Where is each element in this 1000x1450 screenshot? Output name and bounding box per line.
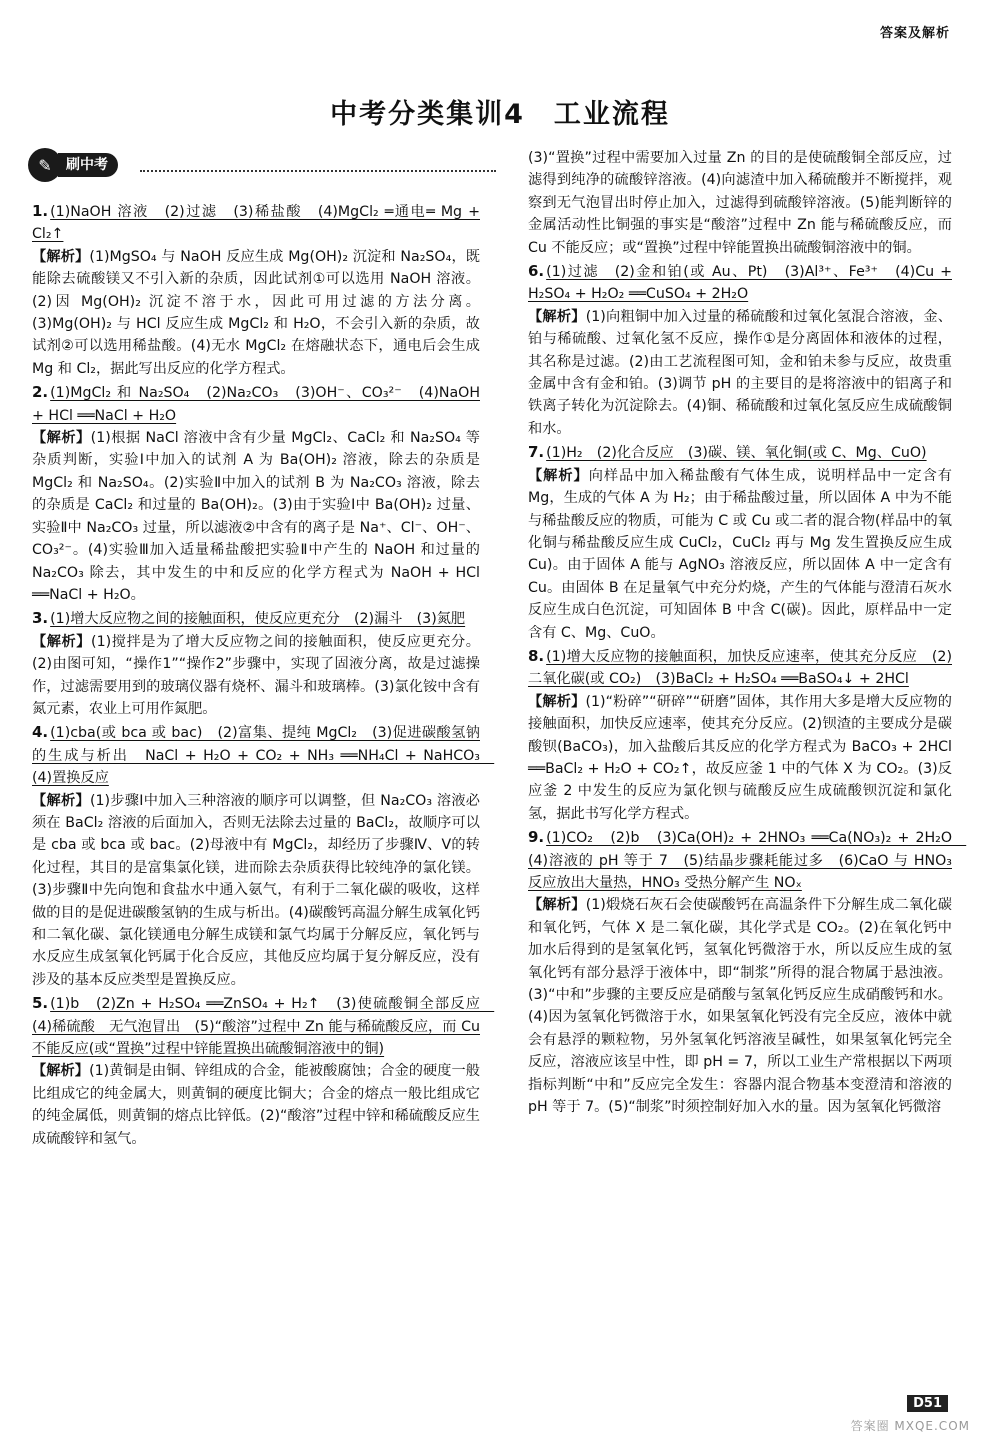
header-section-label: 答案及解析: [879, 26, 950, 41]
item-number: 5.: [32, 994, 49, 1013]
explanation-label: 【解析】: [32, 430, 91, 447]
item-explanation: (1)向粗铜中加入过量的稀硫酸和过氧化氢混合溶液，金、铂与稀硫酸、过氧化氢不反应，操作①是分离固体和液体的过程，其名称是过滤。(2)由工艺流程图可知，金和铂未参与反应，故贵重金属中含有金和铂。(3)调节 pH 的主要目的是将溶液中的铝离子和铁离子转化为沉淀除去。(4)铜、稀硫酸和过氧化氢反应生成硫酸铜和水。: [528, 308, 952, 437]
explanation-label: 【解析】: [32, 792, 90, 809]
badge-label: 刷中考: [58, 153, 118, 177]
explanation-label: 【解析】: [528, 308, 586, 325]
item-answer: (1)增大反应物的接触面积，加快反应速率，使其充分反应 (2)二氧化碳(或 CO₂) (3)BaCl₂ + H₂SO₄ ══BaSO₄↓ + 2HCl: [528, 648, 952, 688]
answer-item-6: [528, 260, 952, 440]
item-number: 4.: [32, 723, 49, 742]
item-number: 6.: [528, 262, 545, 281]
item-explanation: 向样品中加入稀盐酸有气体生成，说明样品中一定含有 Mg，生成的气体 A 为 H₂；由于稀盐酸过量，所以固体 A 中为不能与稀盐酸反应的物质，可能为 C 或 Cu 或二者的混合物(样品中的氧化铜与稀盐酸反应生成 CuCl₂，CuCl₂ 再与 Mg 发生置换反应生成 Cu)。由于固体 A 能与 AgNO₃ 溶液反应，所以固体 A 中一定含有 Cu。由固体 B 在足量氧气中充分灼烧，产生的气体能与澄清石灰水反应生成白色沉淀，可知固体 B 中含 C(碳)。因此，原样品中一定含有 C、Mg、CuO。: [528, 467, 952, 641]
item-answer: (1)过滤 (2)金和铂(或 Au、Pt) (3)Al³⁺、Fe³⁺ (4)Cu + H₂SO₄ + H₂O₂ ══CuSO₄ + 2H₂O: [528, 264, 952, 303]
answer-item-4: [32, 721, 495, 991]
item-answer: (1)CO₂ (2)b (3)Ca(OH)₂ + 2HNO₃ ══Ca(NO₃)₂ + 2H₂O (4)溶液的 pH 等于 7 (5)结晶步骤耗能过多 (6)CaO 与 HNO₃ 反应放出大量热，HNO₃ 受热分解产生 NOₓ: [528, 830, 967, 891]
item-explanation: (1)步骤Ⅰ中加入三种溶液的顺序可以调整，但 Na₂CO₃ 溶液必须在 BaCl₂ 溶液的后面加入，否则无法除去过量的 BaCl₂，故顺序可以是 cba 或 bca 或 bac。(2)母液中有 MgCl₂，却经历了步骤Ⅳ、Ⅴ的转化过程，其目的是富集氯化镁，进而除去杂质获得比较纯净的氯化镁。(3)步骤Ⅱ中先向饱和食盐水中通入氨气，有利于二氧化碳的吸收，这样做的目的是促进碳酸氢钠的生成与析出。(4)碳酸钙高温分解生成氧化钙和二氧化碳、氯化镁通电分解生成镁和氯气均属于分解反应，氧化钙与水反应生成氢氧化钙属于化合反应，其他反应均属于复分解反应，没有涉及的基本反应类型是置换反应。: [32, 792, 480, 988]
watermark: 答案圈 MXQE.COM: [850, 1419, 970, 1433]
item-explanation: (1)黄铜是由铜、锌组成的合金，能被酸腐蚀；合金的硬度一般比组成它的纯金属大，则黄铜的硬度比铜大；合金的熔点一般比组成它的纯金属低，则黄铜的熔点比锌低。(2)“酸溶”过程中锌和稀硫酸反应生成硫酸锌和氢气。: [32, 1063, 480, 1147]
page-number: D51: [907, 1395, 948, 1412]
item-number: 1.: [32, 202, 49, 220]
answer-item-1: [32, 200, 480, 380]
explanation-label: 【解析】: [32, 633, 92, 650]
page-title: 中考分类集训4 工业流程: [330, 99, 670, 130]
item-number: 3.: [32, 609, 49, 628]
answer-item-9: [528, 826, 967, 1118]
answer-item-2: [32, 381, 480, 606]
item-explanation: (1)“粉碎”“研碎”“研磨”固体，其作用大多是增大反应物的接触面积，加快反应速率，使其充分反应。(2)钡渣的主要成分是碳酸钡(BaCO₃)，加入盐酸后其反应的化学方程式为 BaCO₃ + 2HCl ══BaCl₂ + H₂O + CO₂↑，故反应釜 1 中的气体 X 为 CO₂。(3)反应釜 2 中发生的反应为氯化钡与硫酸反应生成硫酸钡沉淀和氯化氢，据此书写化学方程式。: [528, 693, 952, 822]
section-badge: [28, 146, 140, 184]
right-column: [528, 147, 967, 1119]
answer-item-7: [528, 441, 952, 644]
explanation-label: 【解析】: [32, 248, 90, 265]
answer-item-5: [32, 992, 495, 1150]
explanation-label: 【解析】: [528, 897, 586, 914]
item-answer: (1)NaOH 溶液 (2)过滤 (3)稀盐酸 (4)MgCl₂ ═通电═ Mg + Cl₂↑: [32, 204, 480, 243]
left-column: [32, 200, 495, 1151]
item-answer: (1)cba(或 bca 或 bac) (2)富集、提纯 MgCl₂ (3)促进碳酸氢钠的生成与析出 NaCl + H₂O + CO₂ + NH₃ ══NH₄Cl + NaHCO₃ (4)置换反应: [32, 725, 495, 787]
explanation-label: 【解析】: [528, 693, 586, 710]
item-5-continuation: (3)“置换”过程中需要加入过量 Zn 的目的是使硫酸铜全部反应，过滤得到纯净的硫酸锌溶液。(4)向滤渣中加入稀硫酸并不断搅拌，观察到无气泡冒出时停止加入，过滤得到硫酸锌溶液。(5)能判断锌的金属活动性比铜强的事实是“酸溶”过程中 Zn 能与稀硫酸反应，而 Cu 不能反应；或“置换”过程中锌能置换出硫酸铜溶液中的铜。: [528, 150, 952, 256]
item-number: 9.: [528, 828, 545, 847]
item-number: 8.: [528, 646, 545, 665]
item-answer: (1)b (2)Zn + H₂SO₄ ══ZnSO₄ + H₂↑ (3)使硫酸铜全部反应 (4)稀硫酸 无气泡冒出 (5)“酸溶”过程中 Zn 能与稀硫酸反应，而 Cu 不能反应(或“置换”过程中锌能置换出硫酸铜溶液中的铜): [32, 996, 495, 1058]
item-answer: (1)H₂ (2)化合反应 (3)碳、镁、氧化铜(或 C、Mg、CuO): [546, 445, 927, 462]
item-explanation: (1)根据 NaCl 溶液中含有少量 MgCl₂、CaCl₂ 和 Na₂SO₄ 等杂质判断，实验Ⅰ中加入的试剂 A 为 Ba(OH)₂ 溶液，除去的杂质是 MgCl₂ 和 Na₂SO₄。(2)实验Ⅱ中加入的试剂 B 为 Na₂CO₃ 溶液，除去的杂质是 CaCl₂ 和过量的 Ba(OH)₂。(3)由于实验Ⅰ中 Ba(OH)₂ 过量、实验Ⅱ中 Na₂CO₃ 过量，所以滤液②中含有的离子是 Na⁺、Cl⁻、OH⁻、CO₃²⁻。(4)实验Ⅲ加入适量稀盐酸把实验Ⅱ中产生的 NaOH 和过量的 Na₂CO₃ 除去，其中发生的中和反应的化学方程式为 NaOH + HCl ══NaCl + H₂O。: [32, 430, 480, 603]
item-number: 7.: [528, 443, 545, 462]
badge-divider: [140, 170, 496, 172]
answer-item-3: [32, 607, 480, 720]
badge-icon: ✎: [28, 148, 62, 182]
item-explanation: (1)MgSO₄ 与 NaOH 反应生成 Mg(OH)₂ 沉淀和 Na₂SO₄，既能除去硫酸镁又不引入新的杂质，因此试剂①可以选用 NaOH 溶液。(2)因 Mg(OH)₂ 沉淀不溶于水，因此可用过滤的方法分离。(3)Mg(OH)₂ 与 HCl 反应生成 MgCl₂ 和 H₂O，不会引入新的杂质，故试剂②可以选用稀盐酸。(4)无水 MgCl₂ 在熔融状态下，通电后会生成 Mg 和 Cl₂，据此写出反应的化学方程式。: [32, 248, 480, 377]
item-explanation: (1)搅拌是为了增大反应物之间的接触面积，使反应更充分。(2)由图可知，“操作1”“操作2”步骤中，实现了固液分离，故是过滤操作，过滤需要用到的玻璃仪器有烧杯、漏斗和玻璃棒。(3)氯化铵中含有氮元素，农业上可用作氮肥。: [32, 633, 480, 717]
item-answer: (1)增大反应物之间的接触面积，使反应更充分 (2)漏斗 (3)氮肥: [50, 611, 466, 628]
answer-item-8: [528, 645, 952, 825]
item-number: 2.: [32, 383, 49, 402]
item-answer: (1)MgCl₂ 和 Na₂SO₄ (2)Na₂CO₃ (3)OH⁻、CO₃²⁻ (4)NaOH + HCl ══NaCl + H₂O: [32, 385, 480, 424]
explanation-label: 【解析】: [528, 467, 589, 484]
item-explanation: (1)煅烧石灰石会使碳酸钙在高温条件下分解生成二氧化碳和氧化钙，气体 X 是二氧化碳，其化学式是 CO₂。(2)在氧化钙中加水后得到的是氢氧化钙，氢氧化钙微溶于水，所以反应生成的氢氧化钙有部分悬浮于液体中，即“制浆”所得的混合物属于悬浊液。(3)“中和”步骤的主要反应是硝酸与氢氧化钙反应生成硝酸钙和水。(4)因为氢氧化钙微溶于水，如果氢氧化钙没有完全反应，液体中就会有悬浮的颗粒物，另外氢氧化钙溶液呈碱性，如果氢氧化钙完全反应，溶液应该呈中性，即 pH = 7，所以工业生产常根据以下两项指标判断“中和”反应完全发生：容器内混合物基本变澄清和溶液的 pH 等于 7。(5)“制浆”时须控制好加入水的量。因为氢氧化钙微溶: [528, 897, 952, 1116]
explanation-label: 【解析】: [32, 1063, 90, 1080]
